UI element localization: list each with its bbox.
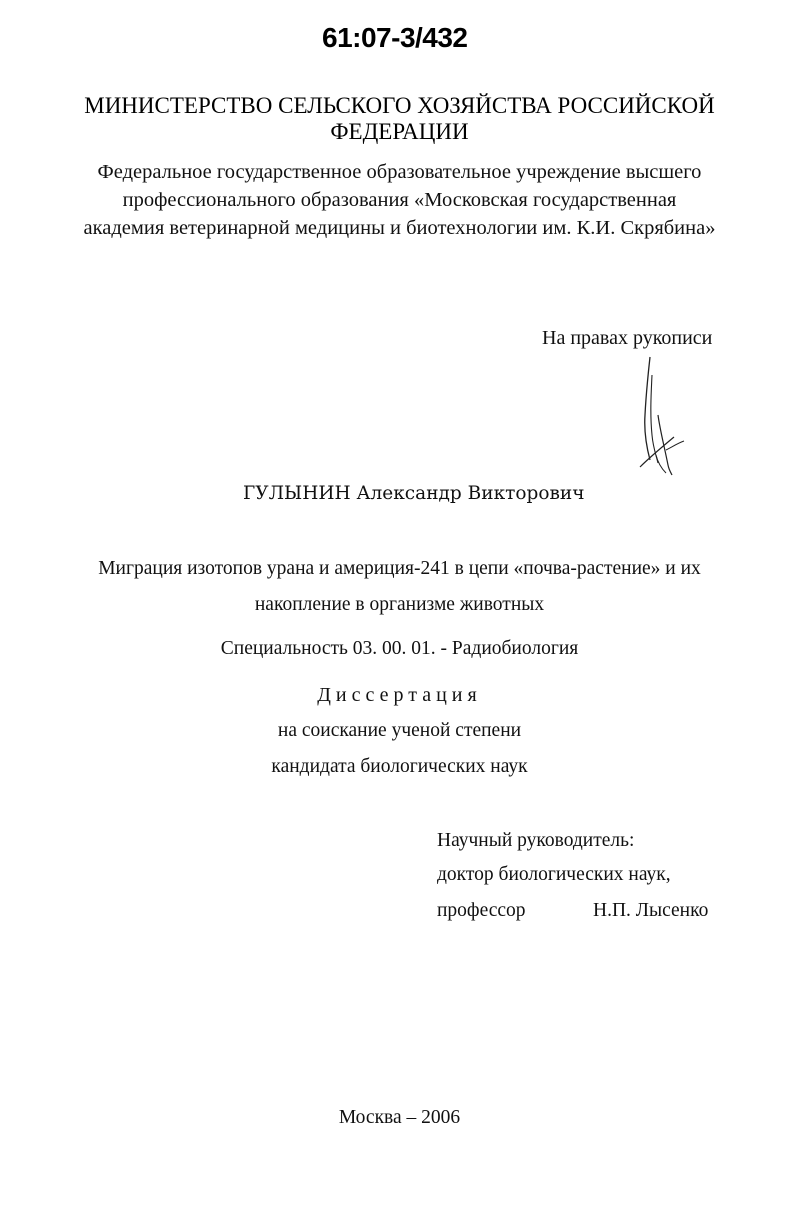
institution-line-2: профессионального образования «Московская государственная — [122, 189, 677, 211]
handwritten-signature — [628, 355, 688, 480]
supervisor-degree: доктор биологических наук, — [437, 864, 671, 885]
catalog-number: 61:07-3/432 — [322, 22, 468, 53]
degree-line-2: кандидата биологических наук — [271, 756, 528, 777]
rights-note: На правах рукописи — [542, 327, 713, 349]
author-name: ГУЛЫНИН Александр Викторович — [243, 483, 585, 504]
thesis-title-line-1: Миграция изотопов урана и америция-241 в цепи «почва-растение» и их — [98, 558, 701, 579]
supervisor-label: Научный руководитель: — [437, 830, 635, 851]
city-year: Москва – 2006 — [338, 1107, 461, 1128]
supervisor-rank: профессор — [437, 900, 526, 921]
institution-name — [0, 158, 799, 242]
supervisor-name: Н.П. Лысенко — [593, 900, 709, 921]
ministry-line-1: МИНИСТЕРСТВО СЕЛЬСКОГО ХОЗЯЙСТВА РОССИЙСКОЙ — [84, 93, 715, 118]
ministry-heading — [0, 93, 799, 145]
dissertation-label: Диссертация — [317, 684, 482, 706]
institution-line-3: академия ветеринарной медицины и биотехнологии им. К.И. Скрябина» — [83, 217, 716, 239]
specialty: Специальность 03. 00. 01. - Радиобиология — [220, 638, 579, 659]
thesis-title-line-2: накопление в организме животных — [254, 594, 545, 615]
institution-line-1: Федеральное государственное образовательное учреждение высшего — [97, 161, 702, 183]
ministry-line-2: ФЕДЕРАЦИИ — [330, 119, 469, 144]
degree-line-1: на соискание ученой степени — [277, 720, 522, 741]
